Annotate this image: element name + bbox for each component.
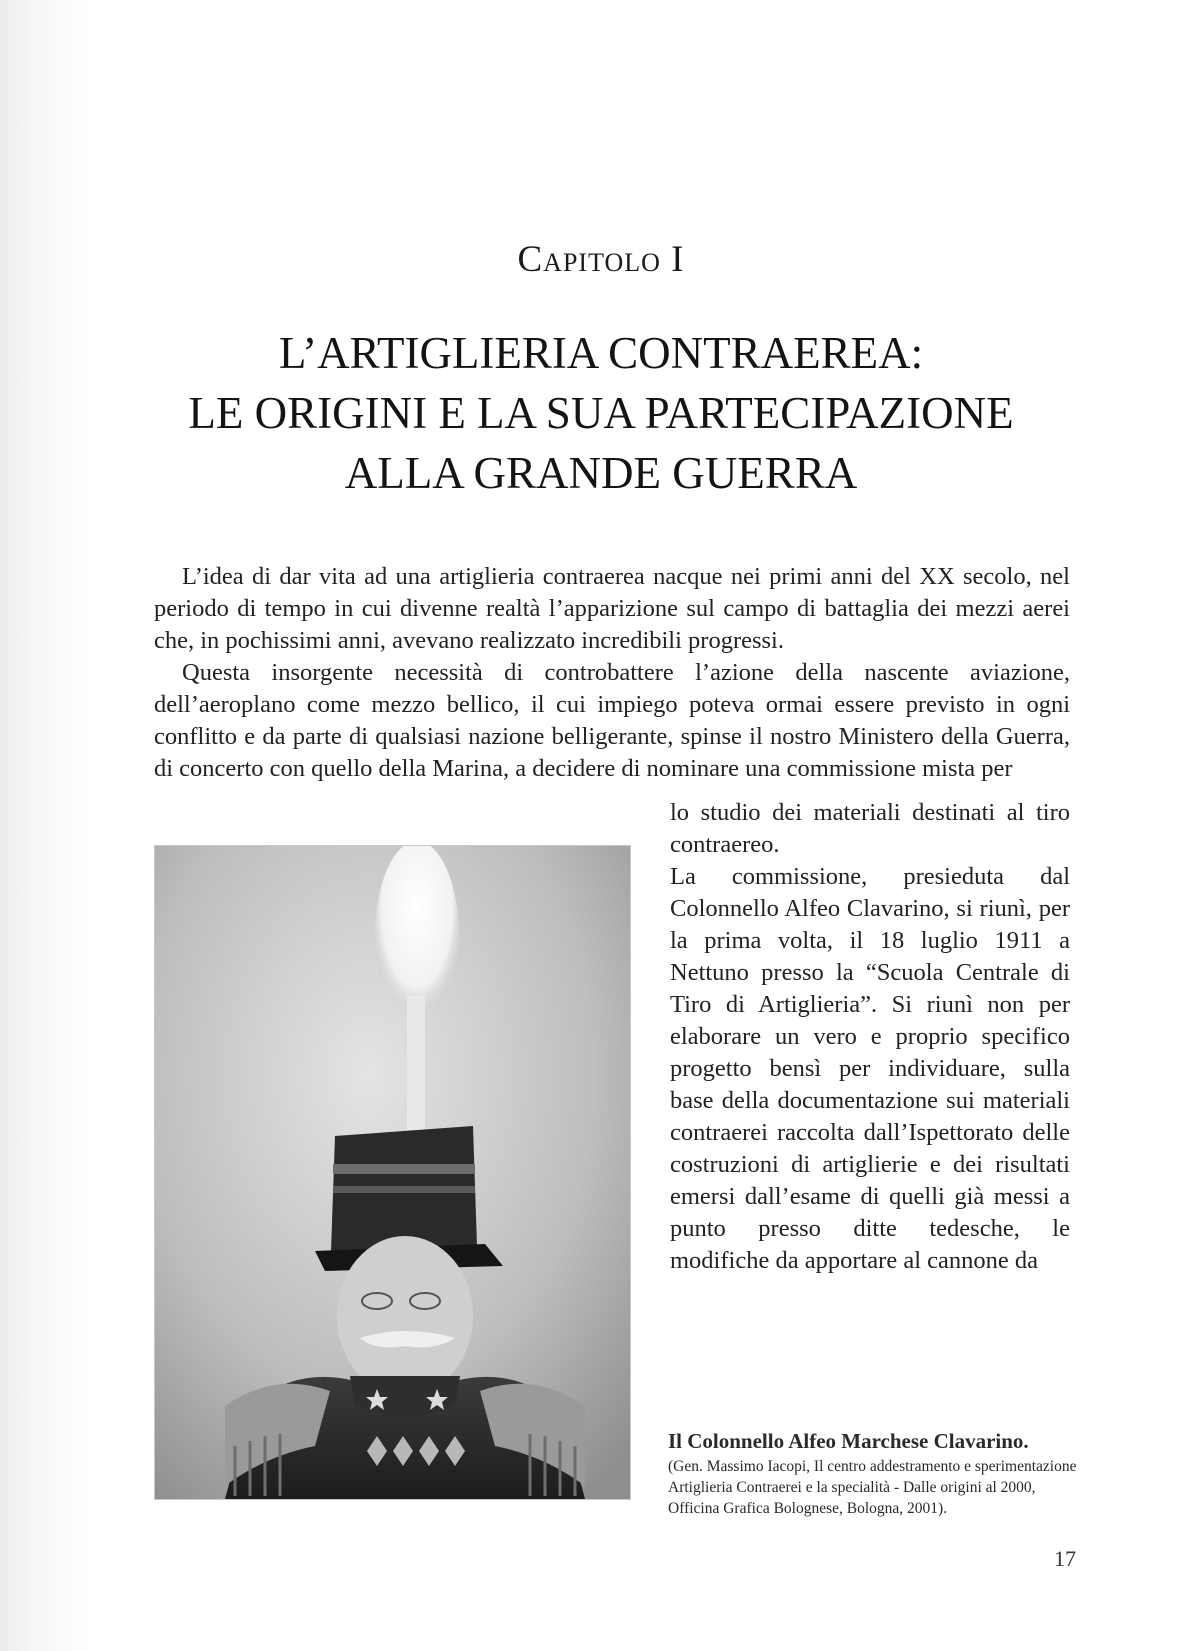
- body-text-column: [670, 797, 1070, 1277]
- paragraph: Questa insorgente necessità di controbattere l’azione della nascente aviazione, dell’aeroplano come mezzo bellico, il cui impiego poteva ormai essere previsto in ogni conflitto e da parte di qualsiasi nazione belligerante, spinse il nostro Ministero della Guerra, di concerto con quello della Marina, a decidere di nominare una commissione mista per: [154, 659, 1070, 782]
- portrait-illustration: [155, 846, 630, 1499]
- chapter-title-line: L’ARTIGLIERIA CONTRAEREA:: [278, 328, 924, 378]
- paragraph-continuation: lo studio dei materiali destinati al tiro contraereo.: [670, 799, 1070, 858]
- portrait-photo: [154, 845, 631, 1500]
- body-text-full-width: [154, 561, 1070, 785]
- figure-caption: [668, 1428, 1078, 1519]
- chapter-title-line: ALLA GRANDE GUERRA: [344, 448, 858, 498]
- chapter-label: Capitolo I: [517, 239, 685, 280]
- paragraph: L’idea di dar vita ad una artiglieria contraerea nacque nei primi anni del XX secolo, nel periodo di tempo in cui divenne realtà l’apparizione sul campo di battaglia dei mezzi aerei che, in pochissimi anni, avevano realizzato incredibili progressi.: [154, 563, 1070, 654]
- paragraph: La commissione, presieduta dal Colonnello Alfeo Clavarino, si riunì, per la prima volta, il 18 luglio 1911 a Nettuno presso la “Scuola Centrale di Tiro di Artiglieria”. Si riunì non per elaborare un vero e proprio specifico progetto bensì per individuare, sulla base della documentazione sui materiali contraerei raccolta dall’Ispettorato delle costruzioni di artiglierie e dei risultati emersi dall’esame di quelli già messi a punto presso ditte tedesche, le modifiche da apportare al cannone da: [670, 863, 1070, 1274]
- caption-title: Il Colonnello Alfeo Marchese Clavarino.: [668, 1429, 1029, 1453]
- page-number: 17: [1054, 1546, 1076, 1571]
- chapter-title: [120, 323, 1082, 503]
- chapter-title-line: LE ORIGINI E LA SUA PARTECIPAZIONE: [188, 388, 1014, 438]
- caption-credit: (Gen. Massimo Iacopi, Il centro addestramento e sperimentazione Artiglieria Contraerei e la specialità - Dalle origini al 2000, Officina Grafica Bolognese, Bologna, 2001).: [668, 1458, 1077, 1517]
